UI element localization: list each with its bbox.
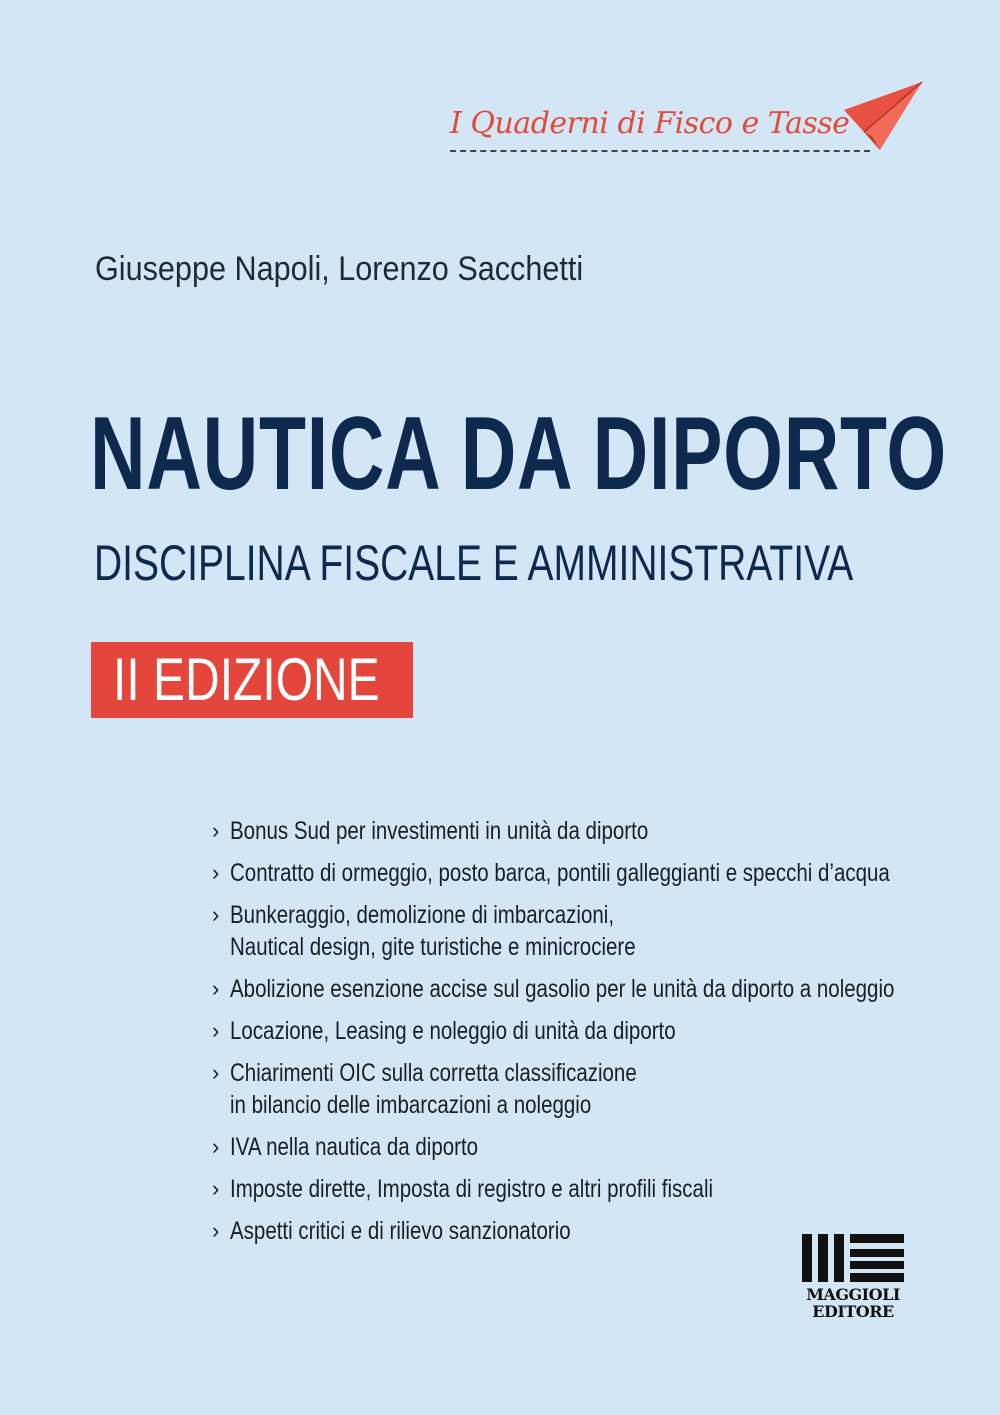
bullet-marker: › — [212, 976, 220, 1001]
edition-label: II EDIZIONE — [113, 646, 380, 713]
list-item: › IVA nella nautica da diporto — [212, 1133, 479, 1161]
bullet-marker: › — [212, 860, 220, 885]
series-divider — [450, 150, 870, 152]
list-item: › Aspetti critici e di rilievo sanzionatorio — [212, 1217, 571, 1245]
list-item: › Abolizione esenzione accise sul gasolio per le unità da diporto a noleggio — [212, 975, 895, 1003]
maggioli-logo-icon — [802, 1232, 906, 1284]
bullet-marker: › — [212, 818, 220, 843]
bullet-marker: › — [212, 1218, 220, 1243]
list-item: › Bonus Sud per investimenti in unità da diporto — [212, 817, 649, 845]
bullet-marker: › — [212, 1060, 220, 1085]
paper-plane-icon — [842, 80, 924, 154]
bullet-marker: › — [212, 1018, 220, 1043]
series-header — [450, 100, 920, 170]
edition-badge — [91, 642, 413, 718]
book-subtitle: DISCIPLINA FISCALE E AMMINISTRATIVA — [94, 535, 854, 591]
list-item: › Locazione, Leasing e noleggio di unità da diporto — [212, 1017, 676, 1045]
list-item: › Contratto di ormeggio, posto barca, pontili galleggianti e specchi d’acqua — [212, 859, 890, 887]
list-item: › Chiarimenti OIC sulla corretta classificazione in bilancio delle imbarcazioni a noleggio — [212, 1059, 637, 1119]
publisher-logo — [800, 1232, 910, 1322]
topic-list — [212, 815, 932, 1257]
book-title: NAUTICA DA DIPORTO — [90, 396, 948, 512]
series-title: I Quaderni di Fisco e Tasse — [450, 106, 850, 141]
list-item: › Imposte dirette, Imposta di registro e altri profili fiscali — [212, 1175, 714, 1203]
bullet-marker: › — [212, 1176, 220, 1201]
bullet-marker: › — [212, 1134, 220, 1159]
list-item: › Bunkeraggio, demolizione di imbarcazioni, Nautical design, gite turistiche e minicrociere — [212, 901, 636, 961]
bullet-marker: › — [212, 902, 220, 927]
publisher-name: MAGGIOLI EDITORE — [806, 1285, 900, 1321]
authors: Giuseppe Napoli, Lorenzo Sacchetti — [95, 250, 584, 288]
